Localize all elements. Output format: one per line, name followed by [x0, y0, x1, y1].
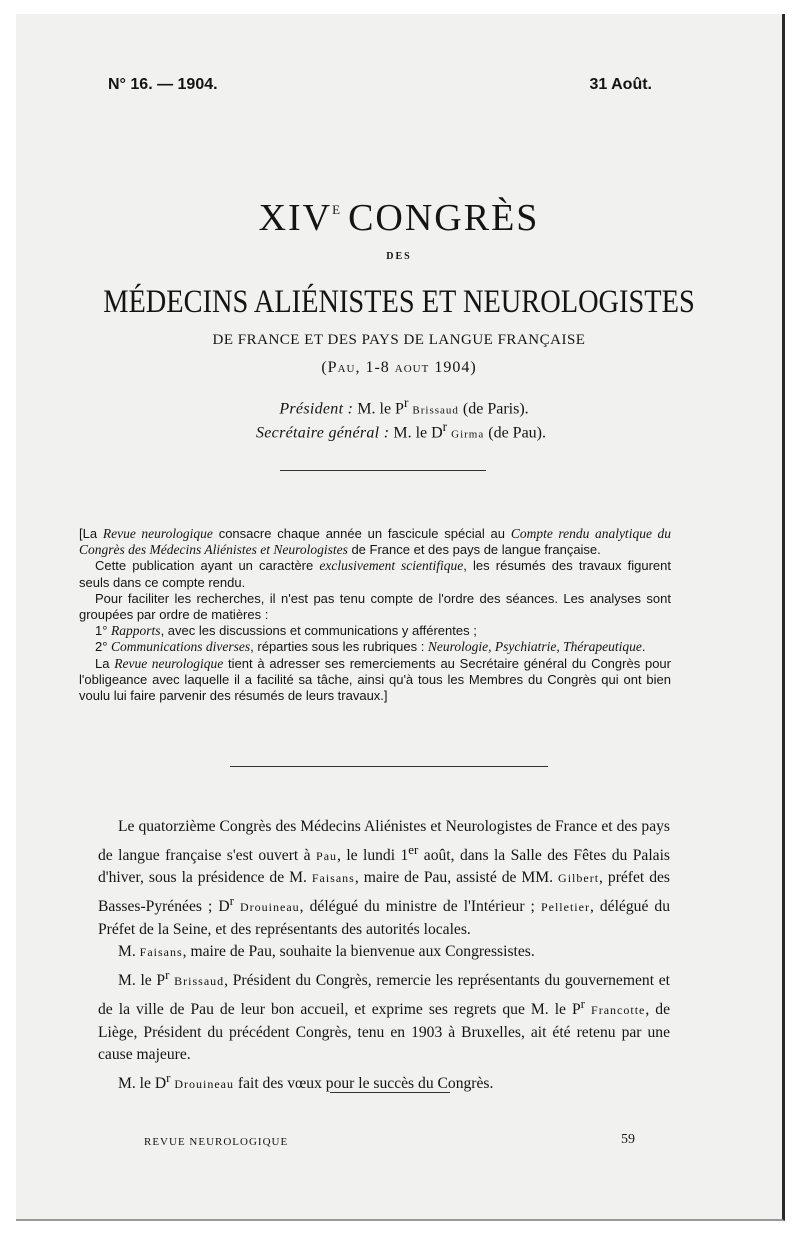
body-smallcaps: Pelletier — [540, 900, 590, 915]
title-des: DES — [386, 251, 412, 262]
congress-word: CONGRÈS — [348, 197, 540, 239]
note-text: [La — [79, 526, 103, 541]
body-text-run: M. le D — [118, 1074, 167, 1092]
secretary-name: Girma — [451, 428, 485, 441]
congress-title — [16, 196, 782, 240]
note-journal-name: Revue neurologique — [102, 526, 213, 541]
note-text: , les résumés des travaux figurent seuls dans ce compte rendu. — [79, 558, 671, 590]
body-text-run: M. — [118, 943, 140, 961]
congress-dates — [16, 359, 782, 377]
page-number: 59 — [621, 1132, 635, 1147]
body-text-run: Le quatorzième Congrès des Médecins Aliénistes et Neurologistes de France et des pays de langue française s'est ouvert à — [98, 818, 670, 864]
divider — [330, 1092, 450, 1093]
note-emphasis: Rapports — [111, 623, 161, 639]
note-list-number: 2° — [95, 639, 112, 655]
president-name: Brissaud — [412, 404, 459, 417]
president-title-sup: r — [403, 395, 409, 410]
secretary-role: Secrétaire général : — [255, 424, 390, 442]
main-title: MÉDECINS ALIÉNISTES ET NEUROLOGISTES — [103, 284, 695, 320]
note-paragraph — [79, 526, 671, 558]
note-text: de France et des pays de langue française. — [347, 542, 601, 558]
footer-journal: REVUE NEUROLOGIQUE — [144, 1136, 289, 1148]
body-superscript: r — [580, 995, 585, 1011]
dates-days: , 1-8 — [355, 359, 395, 376]
body-smallcaps: Gilbert — [558, 871, 600, 886]
body-smallcaps: Francotte — [591, 1002, 646, 1017]
subtitle: DE FRANCE ET DES PAYS DE LANGUE FRANÇAISE — [212, 332, 586, 348]
body-paragraph — [98, 964, 670, 1067]
note-paragraph: Pour faciliter les recherches, il n'est pas tenu compte de l'ordre des séances. Les analyses sont groupées par ordre de matières : — [79, 590, 671, 623]
note-emphasis: Communications diverses — [111, 639, 251, 655]
note-paragraph — [79, 558, 671, 590]
congress-numeral-sup: E — [332, 202, 341, 217]
dates-city: AU — [337, 363, 356, 375]
dates-year: 1904) — [429, 359, 477, 376]
body-text-run: fait des vœux pour le succès du Congrès. — [233, 1074, 494, 1092]
body-text-run: , maire de Pau, souhaite la bienvenue aux Congressistes. — [182, 943, 535, 961]
document-page — [16, 14, 785, 1221]
body-text-run: , délégué du ministre de l'Intérieur ; — [299, 898, 541, 916]
body-text — [98, 816, 670, 1095]
body-smallcaps: Faisans — [311, 871, 355, 886]
note-text: tient à adresser ses remerciements au Secrétaire général du Congrès pour l'obligeance avec laquelle il a facilité sa tâche, ainsi qu'à tous les Membres du Congrès qui ont bien voulu lui faire parvenir des résumés de leurs travaux.] — [79, 655, 671, 704]
body-text-run: , le lundi 1 — [337, 846, 409, 864]
body-text-run: août, dans la Salle des Fêtes du Palais d'hiver, sous la présidence de M. — [98, 846, 671, 887]
body-text-run: , de Liège, Président du précédent Congrès, tenu en 1903 à Bruxelles, ait été retenu par une cause majeure. — [98, 1000, 671, 1064]
note-compte-rendu: Compte rendu analytique du Congrès des Médecins Aliénistes et Neurologistes — [79, 526, 671, 558]
dates-month: AOUT — [394, 363, 430, 375]
body-smallcaps: Drouineau — [174, 1076, 234, 1091]
body-text-run: , maire de Pau, assisté de MM. — [354, 869, 559, 887]
body-text-run: , préfet des Basses-Pyrénées ; D — [98, 869, 670, 916]
body-superscript: er — [408, 841, 419, 857]
congress-numeral: XIV — [258, 197, 333, 239]
note-text: La — [95, 655, 115, 671]
note-rubrics: Neurologie, Psychiatrie, Thérapeutique — [427, 639, 642, 655]
note-emphasis: exclusivement scientifique — [319, 558, 464, 574]
dates-open: (P — [321, 359, 338, 376]
body-superscript: r — [229, 892, 234, 908]
body-smallcaps: Faisans — [139, 945, 183, 960]
editorial-note — [79, 526, 671, 704]
note-list-item — [79, 639, 671, 655]
body-smallcaps: Pau — [316, 848, 338, 863]
divider — [230, 766, 548, 767]
note-journal-name: Revue neurologique — [114, 655, 224, 671]
body-paragraph — [98, 941, 670, 964]
body-text-run: , délégué du Préfet de la Seine, et des représentants des autorités locales. — [98, 898, 671, 938]
body-text-run: M. le P — [118, 972, 166, 990]
note-list-item — [79, 623, 671, 639]
running-header — [108, 76, 652, 94]
note-text: Cette publication ayant un caractère — [95, 558, 320, 574]
divider — [280, 470, 486, 471]
issue-number: N° 16. — 1904. — [108, 76, 218, 93]
note-text: , avec les discussions et communications y afférentes ; — [160, 623, 477, 639]
secretary-line — [16, 419, 782, 442]
body-smallcaps: Drouineau — [240, 900, 300, 915]
note-text: , réparties sous les rubriques : — [250, 639, 428, 655]
note-text: consacre chaque année un fascicule spécial au — [212, 526, 511, 541]
note-text: . — [641, 639, 646, 655]
body-smallcaps: Brissaud — [174, 974, 225, 989]
president-place: (de Paris). — [462, 400, 529, 418]
body-text-run: , Président du Congrès, remercie les représentants du gouvernement et de la ville de Pau de leur bon accueil, et exprime ses regrets que M. le P — [98, 972, 670, 1018]
secretary-place: (de Pau). — [488, 424, 546, 442]
note-list-number: 1° — [95, 623, 112, 639]
body-superscript: r — [166, 1069, 171, 1085]
note-paragraph — [79, 656, 671, 705]
secretary-title-sup: r — [442, 419, 448, 434]
body-paragraph — [98, 816, 670, 941]
secretary-prefix: M. le D — [393, 424, 443, 442]
president-role: Président : — [279, 400, 354, 418]
body-superscript: r — [165, 966, 170, 982]
president-line — [16, 395, 782, 418]
president-prefix: M. le P — [357, 400, 404, 418]
issue-date: 31 Août. — [589, 76, 652, 93]
